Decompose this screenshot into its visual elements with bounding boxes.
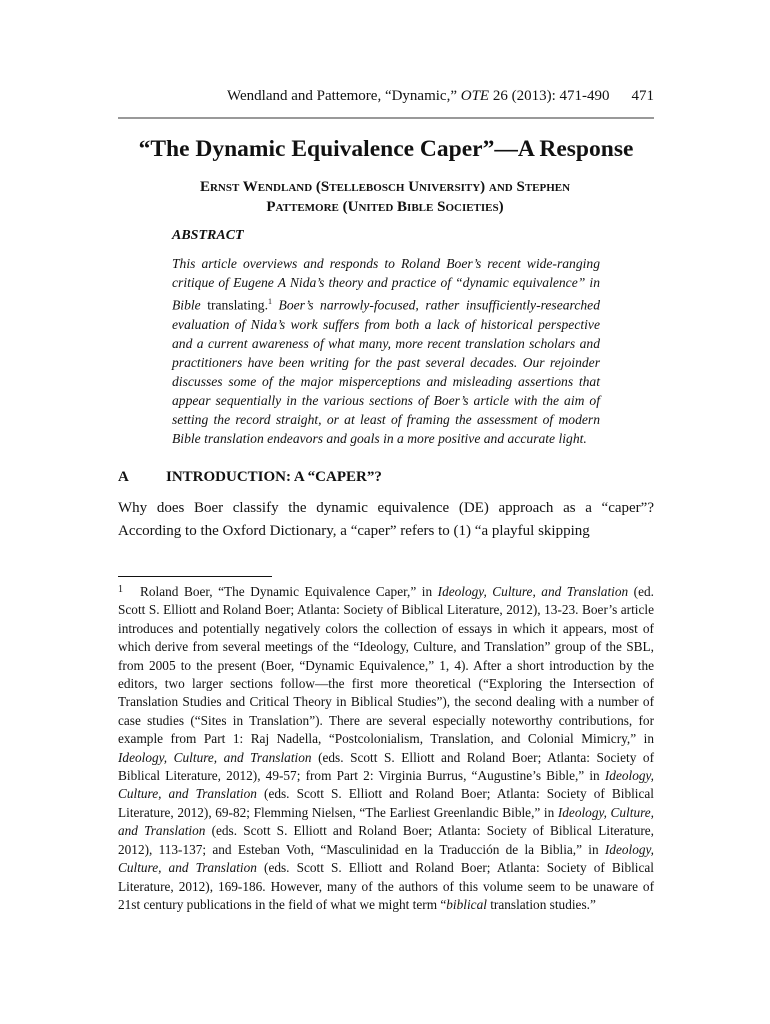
abstract-part-2: Boer’s narrowly-focused, rather insufficiently-researched evaluation of Nida’s work suffers from both a lack of historical perspective and a current awareness of what many, more recent translation scholars and practitioners have been writing for the past several decades. Our rejoinder discusses some of the major misperceptions and misleading assertions that appear sequentially in the various sections of Boer’s article with the aim of setting the record straight, or at least of framing the assessment of modern Bible translation endeavors and goals in a more positive and accurate light. xyxy=(172,297,600,446)
running-head-volume: 26 (2013): 471-490 xyxy=(492,88,610,104)
footnote-text-run: (eds. Scott S. Elliott and Roland Boer; Atlanta: Society of Biblical Literature, 2012), 69-82; Flemming Nielsen, “The Earliest Greenlandic Bible,” in xyxy=(118,786,654,820)
running-head-journal: OTE xyxy=(460,88,490,104)
footnote-italic-title: biblical xyxy=(446,896,487,912)
abstract-part-1: This article overviews and responds to Roland Boer’s recent wide-ranging critique of Eugene A Nida’s theory and practice of “dynamic equivalence” in Bible xyxy=(172,256,600,313)
author-line-2: Pattemore (United Bible Societies) xyxy=(266,199,504,215)
footnote xyxy=(118,581,654,914)
footnote-text-run: (eds. Scott S. Elliott and Roland Boer; Atlanta: Society of Biblical Literature, 2012), 169-186. However, many of the authors of this volume seem to be unaware of 21st century publications in the field of what we might term “ xyxy=(118,860,654,912)
footnote-italic-title: Ideology, Culture, and Translation xyxy=(118,841,654,876)
running-head xyxy=(118,88,654,105)
footnote-number: 1 xyxy=(118,584,123,595)
section-title: INTRODUCTION: A “CAPER”? xyxy=(166,469,382,485)
footnote-text-run: Roland Boer, “The Dynamic Equivalence Caper,” in xyxy=(140,584,438,599)
abstract-text xyxy=(172,254,600,448)
section-heading xyxy=(118,469,654,486)
page-number: 471 xyxy=(631,88,654,104)
footnote-text xyxy=(118,584,654,912)
running-head-text: Wendland and Pattemore, “Dynamic,” xyxy=(227,88,457,104)
footnote-text-run: translation studies.” xyxy=(486,896,596,912)
author-line xyxy=(140,177,630,217)
article-title: “The Dynamic Equivalence Caper”—A Response xyxy=(138,136,634,162)
footnote-text-run: (eds. Scott S. Elliott and Roland Boer; Atlanta: Society of Biblical Literature, 2012), 49-57; from Part 2: Virginia Burrus, “Augustine’s Bible,” in xyxy=(118,749,654,784)
footnote-text-run: (ed. Scott S. Elliott and Roland Boer; Atlanta: Society of Biblical Literature, 2012), 13-23. Boer’s article introduces and potentially negatively colors the collection of essays in which it appears, most of which derive from several meetings of the “Ideology, Culture, and Translation” group of the SBL, from 2005 to the present (Boer, “Dynamic Equivalence,” 1, 4). After a short introduction by the editors, two larger sections follow—the first more theoretical (“Exploring the Intersection of Translation Studies and Critical Theory in Biblical Studies”), the second dealing with a number of case studies (“Sites in Translation”). There are several especially noteworthy contributions, for example from Part 1: Raj Nadella, “Postcolonialism, Translation, and Colonial Mimicry,” in xyxy=(118,584,654,747)
footnote-italic-title: Ideology, Culture, and Translation xyxy=(118,749,312,765)
abstract-heading: ABSTRACT xyxy=(172,228,244,243)
header-rule xyxy=(118,117,654,119)
body-paragraph: Why does Boer classify the dynamic equivalence (DE) approach as a “caper”? According to the Oxford Dictionary, a “caper” refers to (1) “a playful skipping xyxy=(118,500,654,539)
footnote-rule xyxy=(118,576,272,577)
footnote-reference[interactable]: 1 xyxy=(268,297,272,306)
footnote-text-run: (eds. Scott S. Elliott and Roland Boer; Atlanta: Society of Biblical Literature, 2012), 113-137; and Esteban Voth, “Masculinidad en la Traducción de la Biblia,” in xyxy=(118,823,654,857)
author-line-1: Ernst Wendland (Stellebosch University) and Stephen xyxy=(199,179,571,195)
abstract-roman-word: translating. xyxy=(207,297,268,313)
footnote-italic-title: Ideology, Culture, and Translation xyxy=(118,768,654,802)
footnote-italic-title: Ideology, Culture, and Translation xyxy=(118,804,655,839)
footnote-italic-title: Ideology, Culture, and Translation xyxy=(437,584,629,599)
section-letter: A xyxy=(118,469,129,485)
running-head-citation xyxy=(227,88,609,105)
